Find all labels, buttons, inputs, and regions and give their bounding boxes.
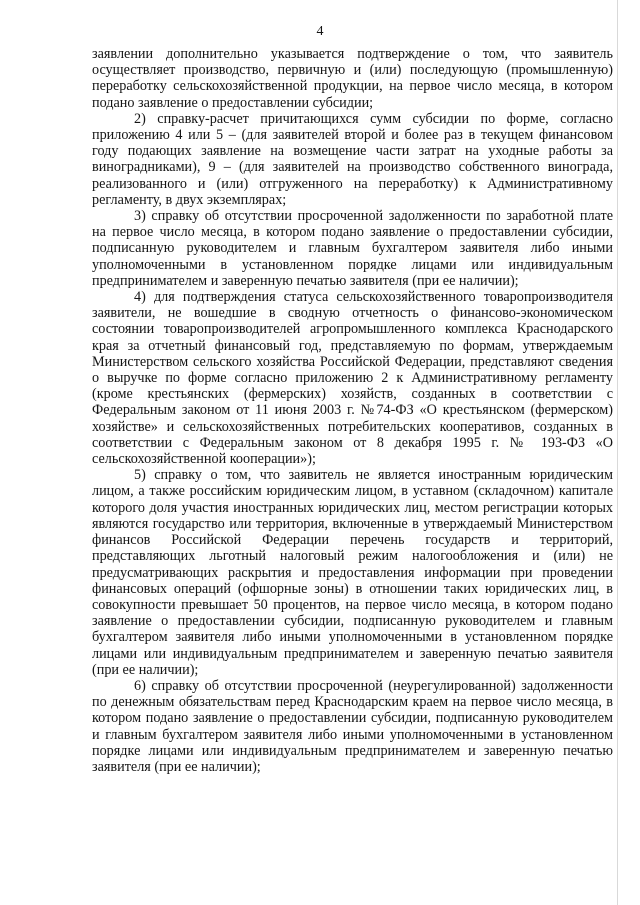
paragraph-item-5: 5) справку о том, что заявитель не является иностранным юридическим лицом, а также российским юридическим лицом, в уставном (складочном) капитале которого доля участия иностранных юридических лиц, местом регистрации которых являются государство или территория, включенные в утверждаемый Министерством финансов Российской Федерации перечень государств и территорий, представляющих льготный налоговый режим налогообложения и (или) не предусматривающих раскрытия и предоставления информации при проведении финансовых операций (офшорные зоны) в отношении таких юридических лиц, в совокупности превышает 50 процентов, на первое число месяца, в котором подано заявление о предоставлении субсидии, подписанную руководителем и главным бухгалтером заявителя либо иными уполномоченными в установленном порядке лицами или индивидуальным предпринимателем и заверенную печатью заявителя (при ее наличии); [92, 467, 613, 678]
document-body [92, 46, 613, 775]
paragraph-item-6: 6) справку об отсутствии просроченной (неурегулированной) задолженности по денежным обязательствам перед Краснодарским краем на первое число месяца, в котором подано заявление о предоставлении субсидии, подписанную руководителем и главным бухгалтером заявителя либо иными уполномоченными в установленном порядке лицами или индивидуальным предпринимателем и заверенную печатью заявителя (при ее наличии); [92, 677, 613, 775]
paragraph-item-3: 3) справку об отсутствии просроченной задолженности по заработной плате на первое число месяца, в котором подано заявление о предоставлении субсидии, подписанную руководителем и главным бухгалтером заявителя либо иными уполномоченными в установленном порядке лицами или индивидуальным предпринимателем и заверенную печатью заявителя (при ее наличии); [92, 208, 613, 289]
scan-edge-line [617, 0, 618, 905]
paragraph-item-2: 2) справку-расчет причитающихся сумм субсидии по форме, согласно приложению 4 или 5 – (для заявителей второй и более раз в текущем финансовом году подающих заявление на возмещение части затрат на уходные работы за виноградниками), 9 – (для заявителей на производство собственного винограда, реализованного и (или) отгруженного на переработку) к Административному регламенту, в двух экземплярах; [92, 110, 613, 208]
page-number: 4 [316, 24, 324, 39]
paragraph-item-4: 4) для подтверждения статуса сельскохозяйственного товаропроизводителя заявители, не вошедшие в сводную отчетность о финансово-экономическом состоянии товаропроизводителей агропромышленного комплекса Краснодарского края за отчетный финансовый год, представляемую по формам, утверждаемым Министерством сельского хозяйства Российской Федерации, представляют сведения о выручке по форме согласно приложению 2 к Административному регламенту (кроме крестьянских (фермерских) хозяйств, созданных в соответствии с Федеральным законом от 11 июня 2003 г. №74-ФЗ «О крестьянском (фермерском) хозяйстве» и сельскохозяйственных потребительских кооперативов, созданных в соответствии с Федеральным законом от 8 декабря 1995 г. № 193-ФЗ «О сельскохозяйственной кооперации»); [92, 289, 613, 468]
paragraph-continuation: заявлении дополнительно указывается подтверждение о том, что заявитель осуществляет производство, первичную и (или) последующую (промышленную) переработку сельскохозяйственной продукции, на первое число месяца, в котором подано заявление о предоставлении субсидии; [92, 46, 613, 111]
